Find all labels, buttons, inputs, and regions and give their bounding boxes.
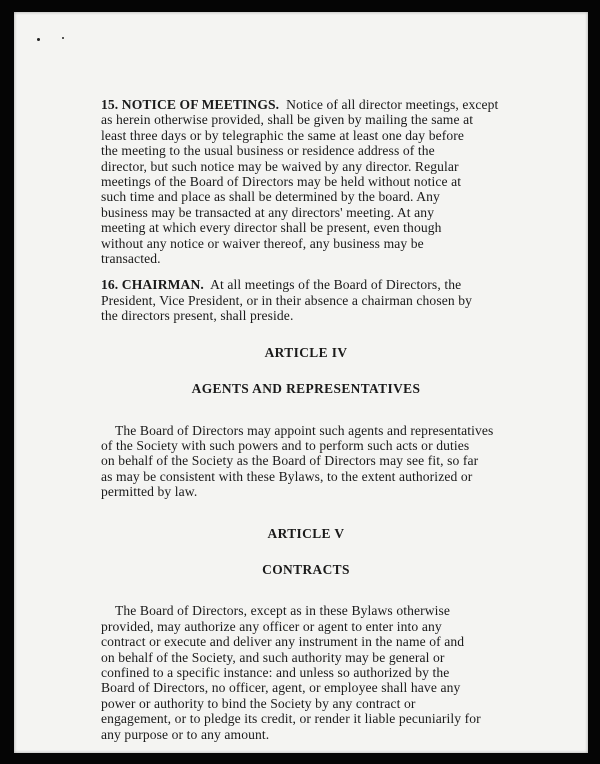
document-body bbox=[101, 97, 511, 742]
document-page bbox=[14, 12, 588, 753]
article-4-line: on behalf of the Society as the Board of Directors may see fit, so far bbox=[101, 453, 479, 469]
section-16-line: At all meetings of the Board of Directors, the bbox=[210, 277, 462, 293]
article-4-body bbox=[101, 423, 511, 500]
section-16-line: the directors present, shall preside. bbox=[101, 308, 294, 324]
article-5-line: engagement, or to pledge its credit, or render it liable pecuniarily for bbox=[101, 711, 481, 727]
article-4-line: permitted by law. bbox=[101, 484, 198, 500]
section-15-line: least three days or by telegraphic the same at least one day before bbox=[101, 127, 465, 143]
section-15-line: transacted. bbox=[101, 251, 161, 267]
section-15-line: as herein otherwise provided, shall be given by mailing the same at bbox=[101, 112, 474, 128]
article-5-line: Board of Directors, no officer, agent, or employee shall have any bbox=[101, 680, 461, 696]
article-5-subheading: CONTRACTS bbox=[262, 561, 350, 577]
section-15-line: meeting at which every director shall be present, even though bbox=[101, 220, 442, 236]
article-4-heading: ARTICLE IV bbox=[264, 344, 348, 360]
article-5-line: on behalf of the Society, and such authority may be general or bbox=[101, 649, 445, 665]
section-15-line: such time and place as shall be determined by the board. Any bbox=[101, 189, 440, 205]
speck-mark bbox=[37, 38, 40, 41]
section-15-line: Notice of all director meetings, except bbox=[286, 97, 499, 112]
section-15-line: meetings of the Board of Directors may be held without notice at bbox=[101, 174, 462, 190]
section-16-line: President, Vice President, or in their absence a chairman chosen by bbox=[101, 292, 473, 308]
article-5-line: provided, may authorize any officer or agent to enter into any bbox=[101, 618, 442, 634]
article-5-line: confined to a specific instance: and unless so authorized by the bbox=[101, 664, 450, 680]
article-5-body bbox=[101, 603, 511, 742]
article-4-line: The Board of Directors may appoint such agents and representatives bbox=[115, 422, 494, 438]
article-5-line: contract or execute and deliver any instrument in the name of and bbox=[101, 634, 465, 650]
article-5-line: power or authority to bind the Society by any contract or bbox=[101, 695, 416, 711]
article-5-heading: ARTICLE V bbox=[267, 525, 345, 541]
article-4-line: of the Society with such powers and to perform such acts or duties bbox=[101, 437, 470, 453]
section-15-line: director, but such notice may be waived by any director. Regular bbox=[101, 158, 459, 174]
article-5-line: The Board of Directors, except as in these Bylaws otherwise bbox=[115, 603, 451, 619]
section-15-title: 15. NOTICE OF MEETINGS. bbox=[101, 97, 280, 112]
section-16 bbox=[101, 277, 511, 323]
section-15-line: the meeting to the usual business or residence address of the bbox=[101, 143, 435, 159]
speck-mark bbox=[62, 37, 64, 39]
section-15-line: without any notice or waiver thereof, any business may be bbox=[101, 235, 424, 251]
article-5-line: any purpose or to any amount. bbox=[101, 726, 270, 742]
section-16-title: 16. CHAIRMAN. bbox=[101, 277, 204, 293]
section-15 bbox=[101, 97, 511, 266]
article-4-subheading: AGENTS AND REPRESENTATIVES bbox=[191, 381, 421, 397]
article-4-line: as may be consistent with these Bylaws, to the extent authorized or bbox=[101, 468, 473, 484]
section-15-line: business may be transacted at any directors' meeting. At any bbox=[101, 204, 435, 220]
